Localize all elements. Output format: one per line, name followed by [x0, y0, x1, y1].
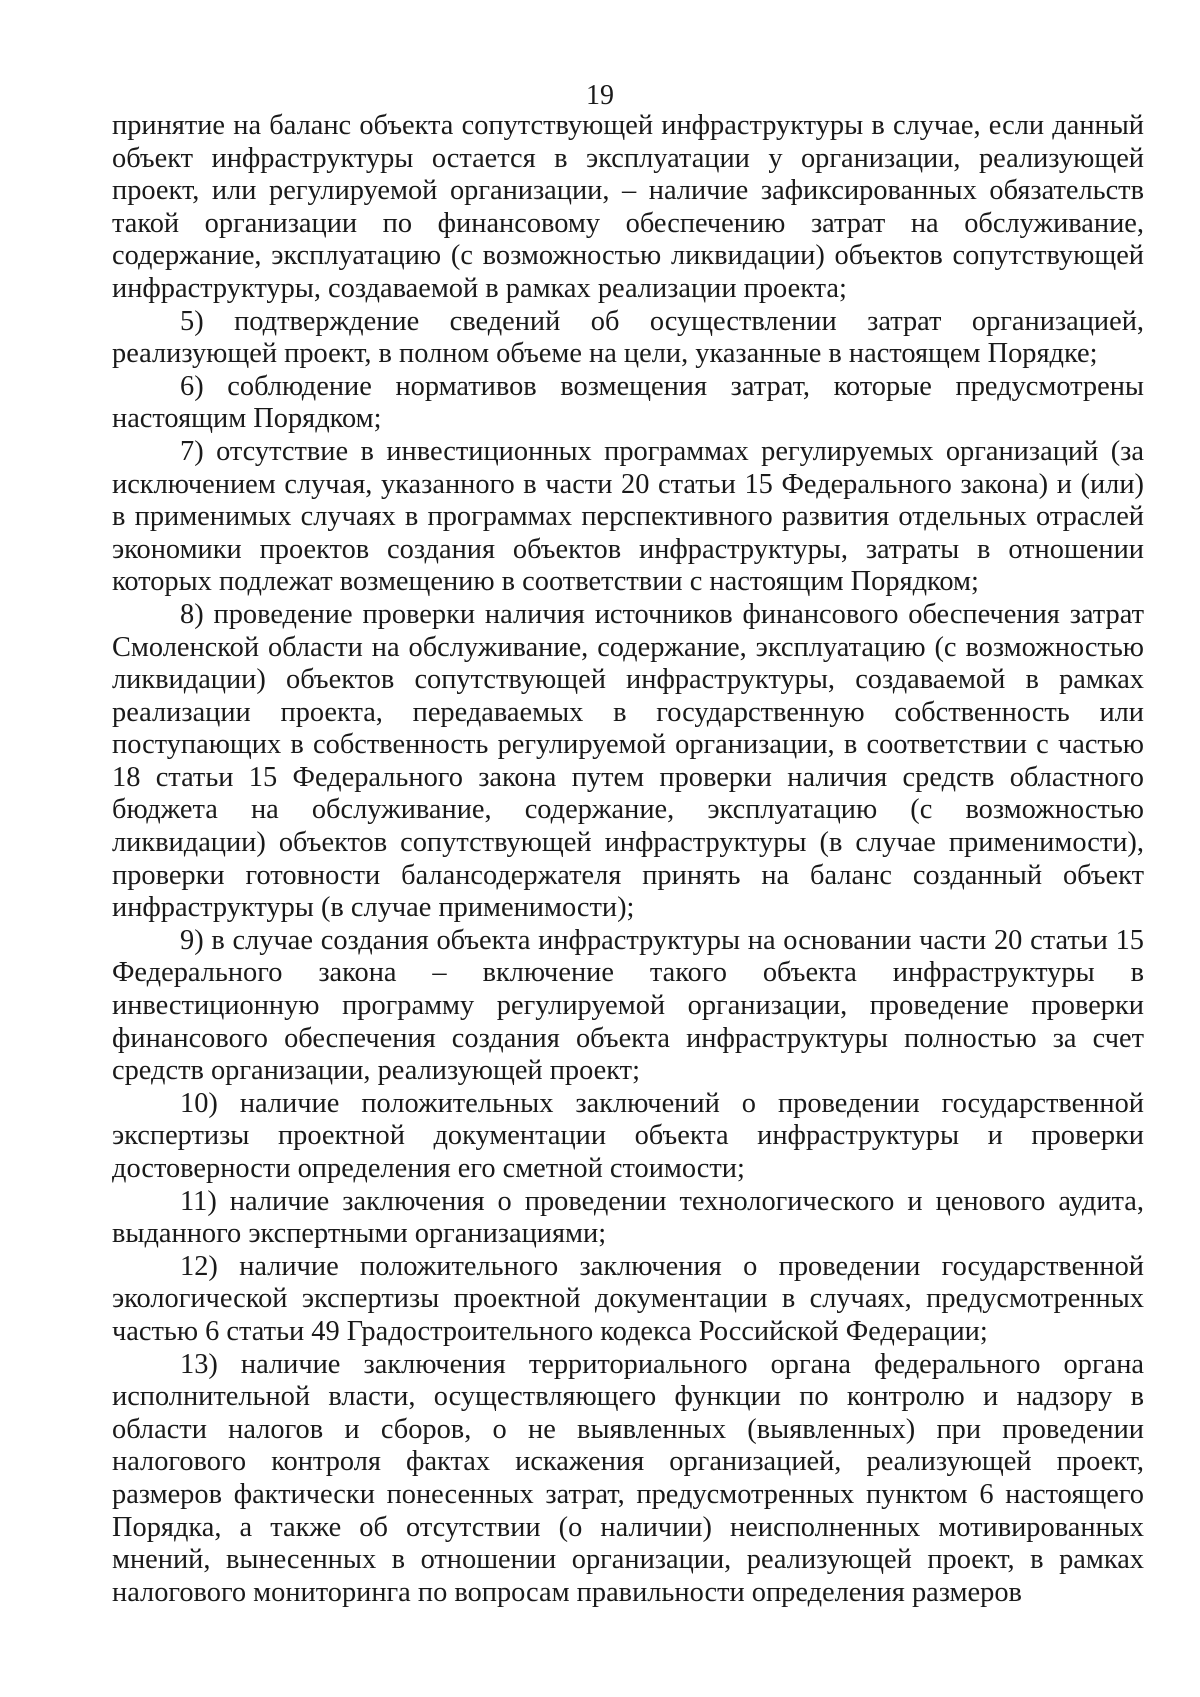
paragraph-item-7: 7) отсутствие в инвестиционных программах регулируемых организаций (за исключением случая, указанного в части 20 статьи 15 Федерального закона) и (или) в применимых случаях в программах перспективного развития отдельных отраслей экономики проектов создания объектов инфраструктуры, затраты в отношении которых подлежат возмещению в соответствии с настоящим Порядком; — [112, 435, 1144, 598]
paragraph-item-8: 8) проведение проверки наличия источников финансового обеспечения затрат Смоленской области на обслуживание, содержание, эксплуатацию (с возможностью ликвидации) объектов сопутствующей инфраструктуры, создаваемой в рамках реализации проекта, передаваемых в государственную собственность или поступающих в собственность регулируемой организации, в соответствии с частью 18 статьи 15 Федерального закона путем проверки наличия средств областного бюджета на обслуживание, содержание, эксплуатацию (с возможностью ликвидации) объектов сопутствующей инфраструктуры (в случае применимости), проверки готовности балансодержателя принять на баланс созданный объект инфраструктуры (в случае применимости); — [112, 598, 1144, 924]
document-body — [112, 110, 1144, 1609]
paragraph-item-12: 12) наличие положительного заключения о проведении государственной экологической экспертизы проектной документации в случаях, предусмотренных частью 6 статьи 49 Градостроительного кодекса Российской Федерации; — [112, 1250, 1144, 1347]
paragraph-item-10: 10) наличие положительных заключений о проведении государственной экспертизы проектной документации объекта инфраструктуры и проверки достоверности определения его сметной стоимости; — [112, 1087, 1144, 1184]
page-number: 19 — [586, 80, 614, 111]
paragraph-item-9: 9) в случае создания объекта инфраструктуры на основании части 20 статьи 15 Федерального закона – включение такого объекта инфраструктуры в инвестиционную программу регулируемой организации, проведение проверки финансового обеспечения создания объекта инфраструктуры полностью за счет средств организации, реализующей проект; — [112, 924, 1144, 1087]
paragraph-continuation: принятие на баланс объекта сопутствующей инфраструктуры в случае, если данный объект инфраструктуры остается в эксплуатации у организации, реализующей проект, или регулируемой организации, – наличие зафиксированных обязательств такой организации по финансовому обеспечению затрат на обслуживание, содержание, эксплуатацию (с возможностью ликвидации) объектов сопутствующей инфраструктуры, создаваемой в рамках реализации проекта; — [112, 110, 1144, 304]
paragraph-item-6: 6) соблюдение нормативов возмещения затрат, которые предусмотрены настоящим Порядком; — [112, 370, 1144, 435]
paragraph-item-5: 5) подтверждение сведений об осуществлении затрат организацией, реализующей проект, в полном объеме на цели, указанные в настоящем Порядке; — [112, 305, 1144, 370]
paragraph-item-11: 11) наличие заключения о проведении технологического и ценового аудита, выданного экспертными организациями; — [112, 1185, 1144, 1250]
paragraph-item-13: 13) наличие заключения территориального органа федерального органа исполнительной власти, осуществляющего функции по контролю и надзору в области налогов и сборов, о не выявленных (выявленных) при проведении налогового контроля фактах искажения организацией, реализующей проект, размеров фактически понесенных затрат, предусмотренных пунктом 6 настоящего Порядка, а также об отсутствии (о наличии) неисполненных мотивированных мнений, вынесенных в отношении организации, реализующей проект, в рамках налогового мониторинга по вопросам правильности определения размеров — [112, 1348, 1144, 1608]
